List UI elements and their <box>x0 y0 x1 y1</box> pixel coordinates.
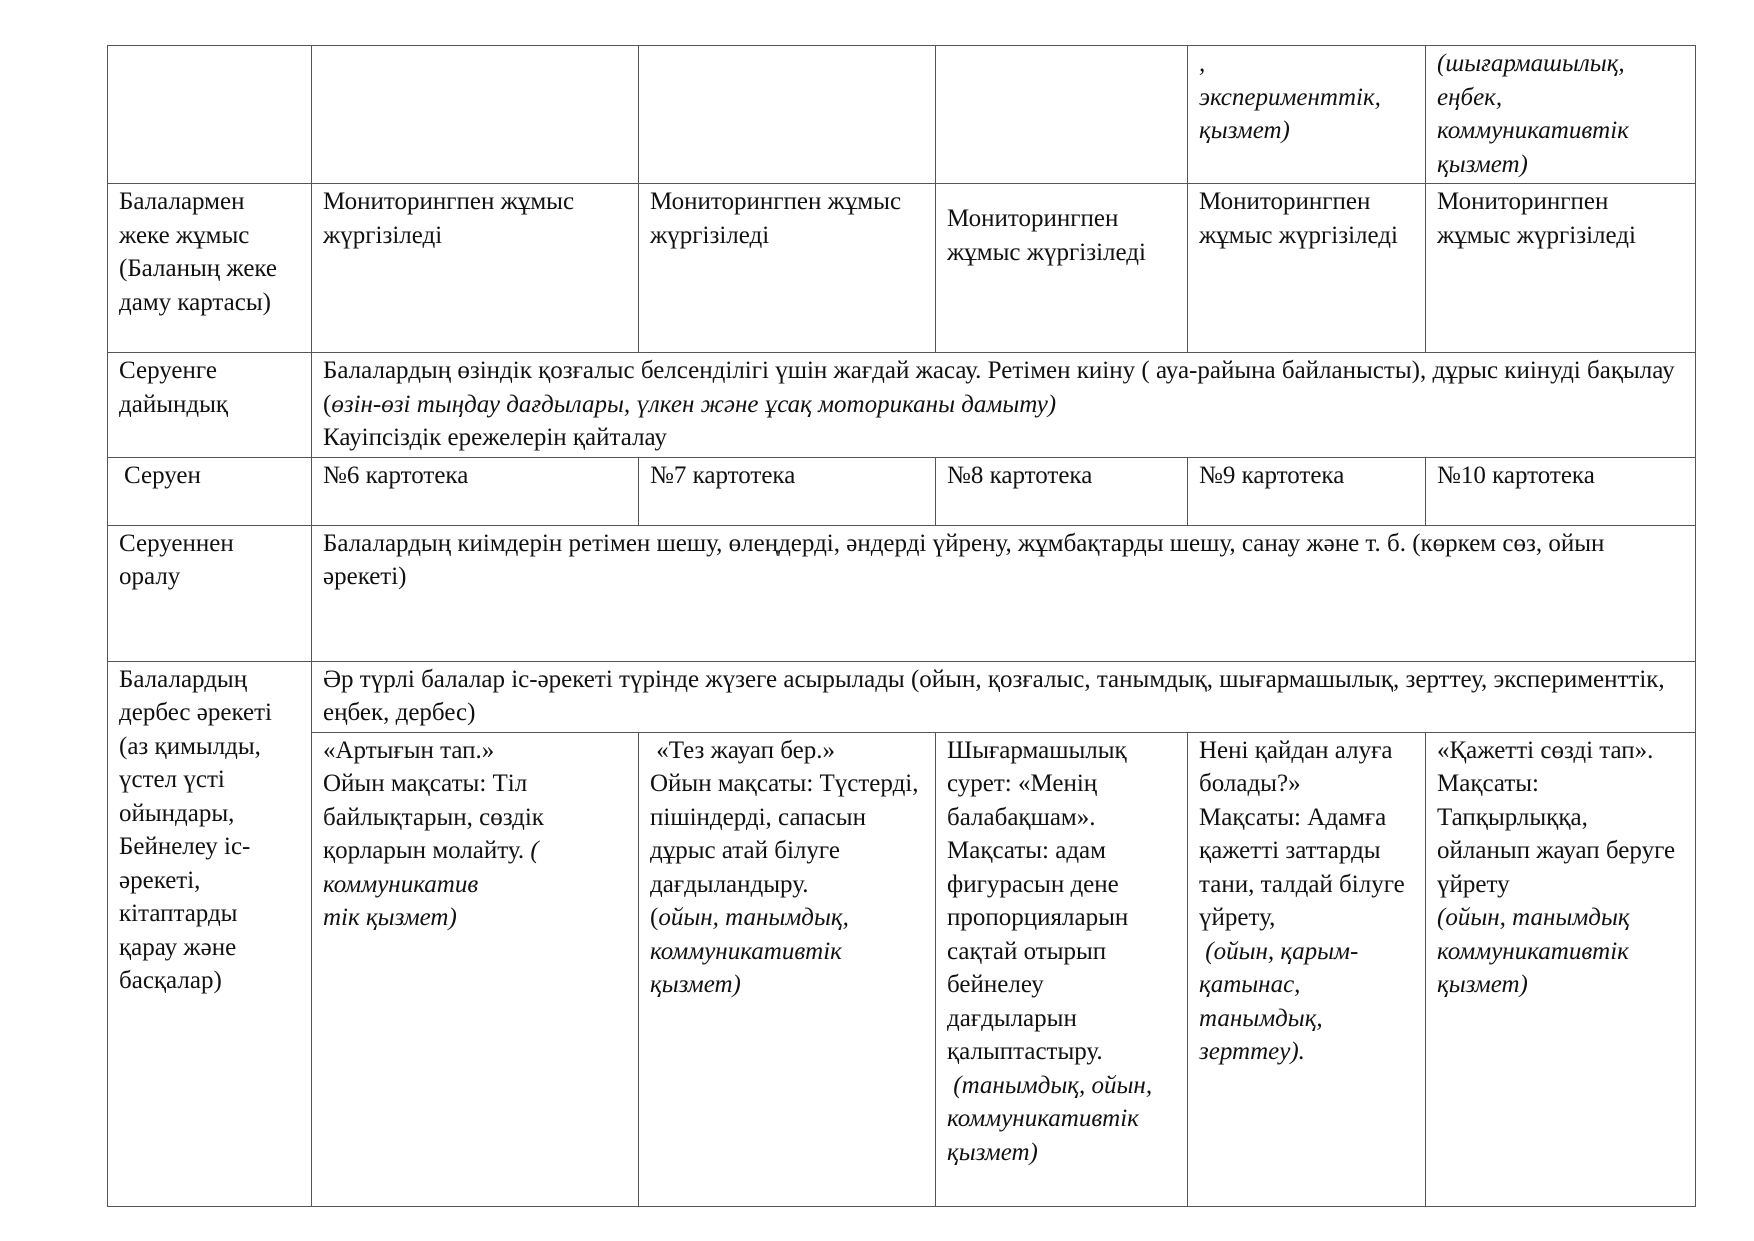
row-label-cell: Серуен <box>108 457 312 525</box>
monitoring-cell: Мониторингпен жұмыс жүргізіледі <box>312 184 639 353</box>
merged-cell <box>312 353 1696 458</box>
cell-line: , <box>1199 50 1206 77</box>
monitoring-cell: Мониторингпен жұмыс жүргізіледі <box>639 184 936 353</box>
merged-cell: Балалардың киімдерін ретімен шешу, өлеңдерді, әндерді үйрену, жұмбақтарды шешу, санау және т. б. (көркем сөз, ойын әрекеті) <box>312 525 1696 661</box>
activity-cell <box>936 732 1188 1206</box>
table-cell <box>1426 46 1696 184</box>
monitoring-cell: Мониторингпен жұмыс жүргізіледі <box>1426 184 1696 353</box>
activity-text: Нені қайдан алуға болады?» Мақсаты: Адамға қажетті заттарды тани, талдай білуге үйрету, <box>1199 736 1405 931</box>
table-cell <box>1188 46 1426 184</box>
activity-italic: (танымдық, ойын, коммуникативтік қызмет) <box>947 1071 1159 1166</box>
activity-cell <box>1188 732 1426 1206</box>
cell-line: (шығармашылық, <box>1437 50 1625 77</box>
activity-text: «Артығын тап.» Ойын мақсаты: Тіл байлықтарын, сөздік қорларын молайту. <box>323 736 544 864</box>
cell-line: еңбек, <box>1437 83 1503 111</box>
row-label-cell: Серуенге дайындық <box>108 353 312 458</box>
table-row <box>108 732 1696 1206</box>
cell-line: қызмет) <box>1437 150 1528 178</box>
activity-cell <box>312 732 639 1206</box>
table-row <box>108 525 1696 661</box>
table-cell <box>936 46 1188 184</box>
activity-italic: ойын, танымдық, коммуникативтік қызмет) <box>650 904 856 998</box>
cell-line: қызмет) <box>1199 117 1290 144</box>
activity-text: Шығармашылық сурет: «Менің балабақшам». Мақсаты: адам фигурасын дене пропорцияларын сақтай отырып бейнелеу дағдыларын қалыптастыру. <box>947 736 1129 1065</box>
table-row <box>108 457 1696 525</box>
cell-line: коммуникативтік <box>1437 117 1629 144</box>
table-row <box>108 46 1696 184</box>
walk-prep-italic: өзін-өзі тыңдау дағдылары, үлкен және ұсақ моториканы дамыту) <box>331 390 1057 418</box>
walk-prep-text: Балалардың өзіндік қозғалыс белсенділігі үшін жағдай жасау. Ретімен киіну ( ауа-райына байланысты), дұрыс киінуді бақылау ( <box>323 357 1675 418</box>
safety-rules-text: Кауіпсіздік ережелерін қайталау <box>323 424 667 451</box>
table-cell <box>639 46 936 184</box>
table-row <box>108 353 1696 458</box>
row-label-cell <box>108 46 312 184</box>
table-row <box>108 184 1696 353</box>
daily-plan-table <box>107 45 1696 1207</box>
card-file-cell: №6 картотека <box>312 457 639 525</box>
card-file-cell: №8 картотека <box>936 457 1188 525</box>
row-label-cell: Балалармен жеке жұмыс (Баланың жеке даму картасы) <box>108 184 312 353</box>
table-row <box>108 661 1696 732</box>
row-label-cell: Балалардың дербес әрекеті (аз қимылды, үстел үсті ойындары, Бейнелеу іс-әрекеті, кітаптарды қарау және басқалар) <box>108 661 312 1206</box>
monitoring-cell: Мониторингпен жұмыс жүргізіледі <box>1188 184 1426 353</box>
activity-italic: (ойын, танымдық коммуникативтік қызмет) <box>1437 904 1636 998</box>
activity-cell <box>639 732 936 1206</box>
merged-cell: Әр түрлі балалар іс-әрекеті түрінде жүзеге асырылады (ойын, қозғалыс, танымдық, шығармашылық, зерттеу, эксперименттік, еңбек, дербес) <box>312 661 1696 732</box>
activity-text: «Қажетті сөзді тап». Мақсаты: Тапқырлыққа, ойланып жауап беруге үйрету <box>1437 736 1676 898</box>
card-file-cell: №9 картотека <box>1188 457 1426 525</box>
monitoring-cell: Мониторингпен жұмыс жүргізіледі <box>936 184 1188 353</box>
activity-italic: ( коммуникатив тік қызмет) <box>323 837 539 931</box>
activity-text: «Тез жауап бер.» Ойын мақсаты: Түстерді, пішіндерді, сапасын дұрыс атай білуге дағдыландыру. ( <box>650 736 919 931</box>
card-file-cell: №10 картотека <box>1426 457 1696 525</box>
row-label-cell: Серуеннен оралу <box>108 525 312 661</box>
table-cell <box>312 46 639 184</box>
activity-cell <box>1426 732 1696 1206</box>
card-file-cell: №7 картотека <box>639 457 936 525</box>
activity-italic: (ойын, қарым-қатынас, танымдық, зерттеу). <box>1199 937 1359 1065</box>
cell-line: эксперименттік, <box>1199 83 1381 111</box>
